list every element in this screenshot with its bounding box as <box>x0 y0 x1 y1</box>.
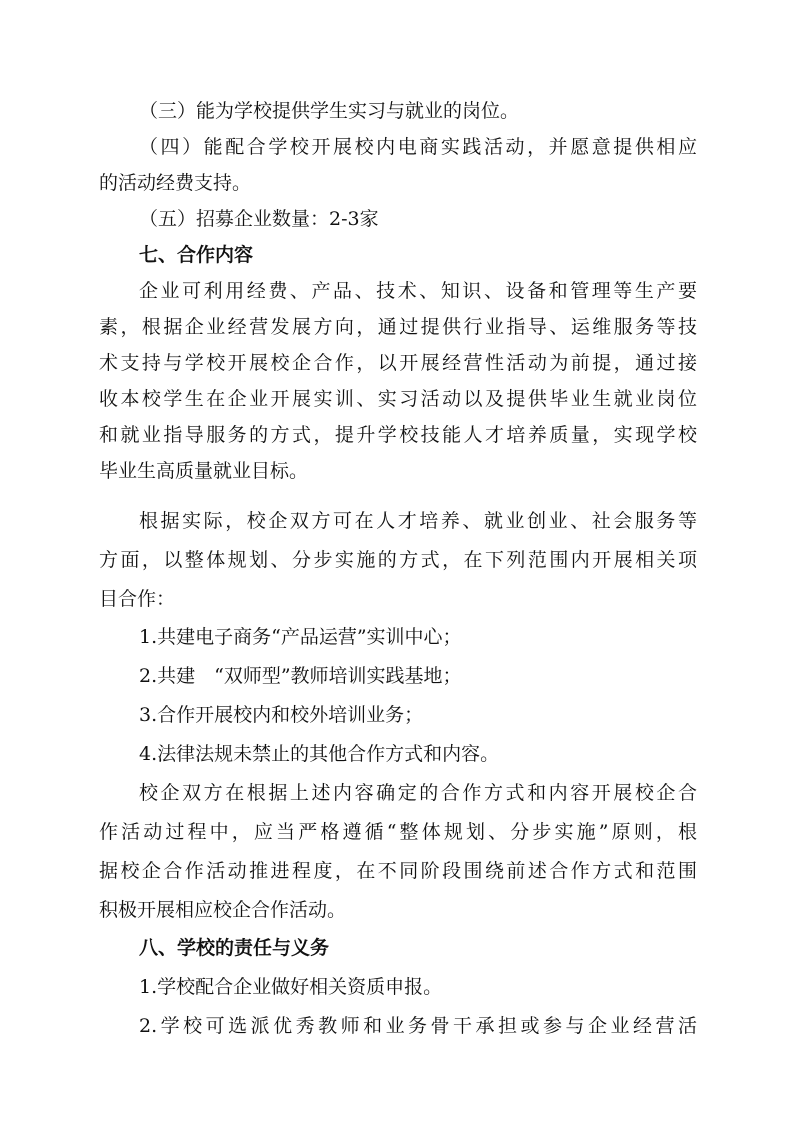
paragraph-line: 毕业生高质量就业目标。 <box>99 460 309 482</box>
list-item: 2.共建 “双师型”教师培训实践基地； <box>139 665 462 687</box>
paragraph-line: （五）招募企业数量：2-3家 <box>139 208 379 230</box>
paragraph-line: （四）能配合学校开展校内电商实践活动，并愿意提供相应 <box>139 136 697 158</box>
list-item: 1.共建电子商务“产品运营”实训中心； <box>139 626 462 648</box>
paragraph-line: 目合作： <box>99 588 176 610</box>
paragraph-line: 素，根据企业经营发展方向，通过提供行业指导、运维服务等技 <box>99 316 697 338</box>
paragraph-line: 方面，以整体规划、分步实施的方式，在下列范围内开展相关项 <box>99 549 697 571</box>
section-heading: 八、学校的责任与义务 <box>139 937 330 959</box>
paragraph-line: 根据实际，校企双方可在人才培养、就业创业、社会服务等 <box>139 510 697 532</box>
section-heading: 七、合作内容 <box>139 244 254 266</box>
paragraph-line: 据校企合作活动推进程度，在不同阶段围绕前述合作方式和范围 <box>99 860 697 882</box>
paragraph-line: 作活动过程中，应当严格遵循“整体规划、分步实施”原则，根 <box>99 821 697 843</box>
paragraph-line: 术支持与学校开展校企合作，以开展经营性活动为前提，通过接 <box>99 352 697 374</box>
paragraph-line: 收本校学生在企业开展实训、实习活动以及提供毕业生就业岗位 <box>99 388 697 410</box>
list-item: 3.合作开展校内和校外培训业务； <box>139 704 424 726</box>
paragraph-line: 积极开展相应校企合作活动。 <box>99 899 347 921</box>
list-item: 4.法律法规未禁止的其他合作方式和内容。 <box>139 743 500 765</box>
paragraph-line: 和就业指导服务的方式，提升学校技能人才培养质量，实现学校 <box>99 424 697 446</box>
paragraph-line: 的活动经费支持。 <box>99 172 252 194</box>
paragraph-line: （三）能为学校提供学生实习与就业的岗位。 <box>139 100 520 122</box>
list-item: 1.学校配合企业做好相关资质申报。 <box>139 976 443 998</box>
paragraph-line: 企业可利用经费、产品、技术、知识、设备和管理等生产要 <box>139 280 697 302</box>
list-item: 2.学校可选派优秀教师和业务骨干承担或参与企业经营活 <box>139 1015 697 1037</box>
paragraph-line: 校企双方在根据上述内容确定的合作方式和内容开展校企合 <box>139 782 697 804</box>
